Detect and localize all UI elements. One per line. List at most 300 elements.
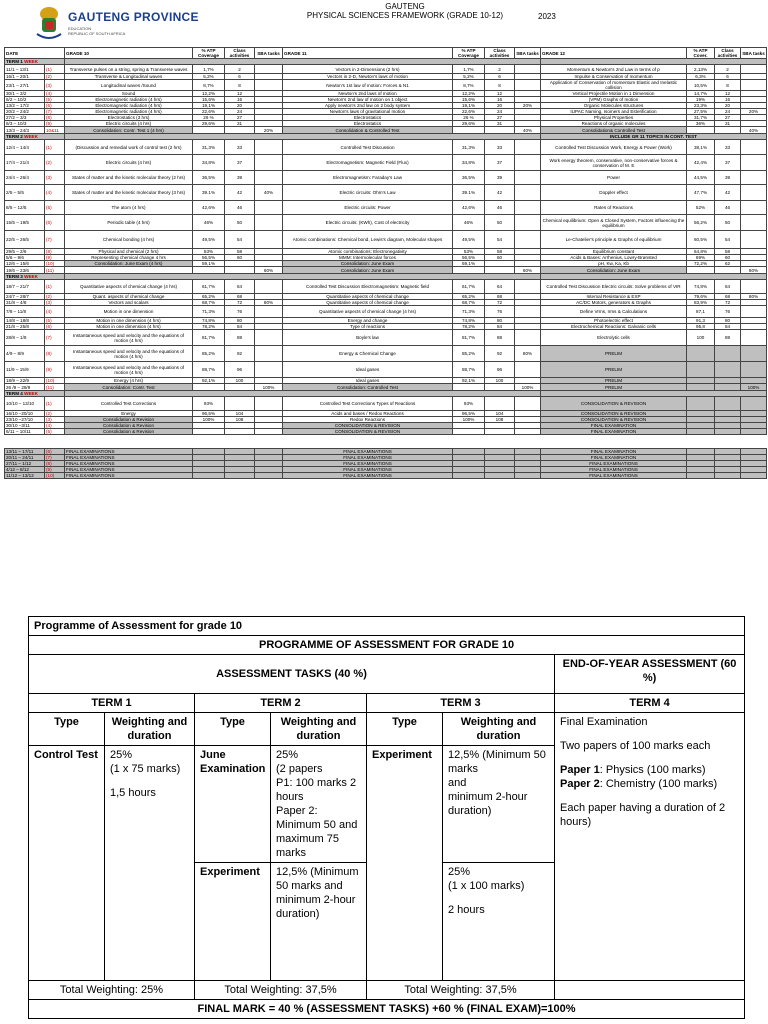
grade12-atp: 83,9% xyxy=(687,300,715,306)
term3-type: Experiment xyxy=(367,746,443,981)
grade12-class: 60 xyxy=(715,255,741,261)
col-sba: SBA tasks xyxy=(741,48,767,59)
grade10-atp: 78,2% xyxy=(193,324,225,330)
week-number: (7) xyxy=(45,109,65,115)
grade11-exam: FINAL EXAMINATIONS xyxy=(283,461,453,467)
col-grade12: GRADE 12 xyxy=(541,48,687,59)
grade11-topic: Ideal gases xyxy=(283,362,453,378)
grade11-sba xyxy=(515,65,541,74)
grade12-atp: 87,1 xyxy=(687,306,715,318)
grade10-atp: 19,1% xyxy=(193,103,225,109)
framework-table xyxy=(4,47,767,479)
grade11-topic: Newton's 2nd laws of motion xyxy=(283,91,453,97)
grade10-atp: 61,7% xyxy=(193,280,225,294)
grade11-topic: Boyle's law xyxy=(283,330,453,346)
grade10-topic: Energy xyxy=(65,411,193,417)
grade10-sba: 60% xyxy=(255,267,283,274)
framework-row xyxy=(5,231,767,249)
week-dates: 24/4 – 26/4 xyxy=(5,171,45,185)
grade12-class xyxy=(715,384,741,391)
grade10-class: 88 xyxy=(225,330,255,346)
week-dates: 13/2 – 17/2 xyxy=(5,103,45,109)
col-sba: SBA tasks xyxy=(515,48,541,59)
grade11-topic: Vectors in 2-D, Newton's laws of motion xyxy=(283,74,453,80)
grade10-exam: FINAL EXAMINATIONS xyxy=(65,449,193,455)
week-dates: 17/4 – 21/4 xyxy=(5,155,45,171)
grade10-class xyxy=(225,267,255,274)
week-dates: 11/1 – 13/1 xyxy=(5,65,45,74)
grade10-sba xyxy=(255,80,283,91)
grade11-topic: CONSOLIDATION & REVISION xyxy=(283,429,453,435)
week-dates: 31/8 – 4/8 xyxy=(5,300,45,306)
grade11-sba xyxy=(515,215,541,231)
grade12-topic: Internal Resistance & EXP xyxy=(541,294,687,300)
grade12-topic: Electrochemical Reactions: Galvanic cells xyxy=(541,324,687,330)
grade10-topic: Quantitative aspects of chemical change (4 hrs) xyxy=(65,280,193,294)
grade12-topic: Momentum & Newton's 2nd Law in terms of p xyxy=(541,65,687,74)
grade11-atp: 92,1% xyxy=(453,378,485,384)
assessment-tasks-heading: ASSESSMENT TASKS (40 %) xyxy=(29,655,555,694)
framework-row xyxy=(5,280,767,294)
grade11-atp: 96,5% xyxy=(453,411,485,417)
grade11-atp: 59,1% xyxy=(453,261,485,267)
grade12-sba: 100% xyxy=(741,384,767,391)
framework-row xyxy=(5,80,767,91)
grade11-topic: Apply newton's 2nd law on 2 body system xyxy=(283,103,453,109)
grade10-exam: FINAL EXAMINATIONS xyxy=(65,455,193,461)
grade11-topic: Controlled Test Discussion Electromagnetism: Magnetic field xyxy=(283,280,453,294)
week-dates: 23/10 –27/10 xyxy=(5,417,45,423)
grade11-atp: 100% xyxy=(453,417,485,423)
grade10-topic: Consolidation: Contr. Test xyxy=(65,384,193,391)
grade12-class: 84 xyxy=(715,324,741,330)
type-header: Type xyxy=(367,713,443,746)
grade11-class: 76 xyxy=(485,306,515,318)
grade12-sba xyxy=(741,185,767,201)
grade12-atp: 38,1% xyxy=(687,140,715,155)
grade12-class: 8 xyxy=(715,80,741,91)
grade11-topic: Newton's 1st law of motion: Forces & N1 xyxy=(283,80,453,91)
grade10-sba: 100% xyxy=(255,384,283,391)
week-number: (9) xyxy=(45,255,65,261)
col-grade10: GRADE 10 xyxy=(65,48,193,59)
grade10-atp: 81,7% xyxy=(193,330,225,346)
grade11-atp: 93% xyxy=(453,397,485,411)
grade12-atp xyxy=(687,346,715,362)
grade11-atp: 1,7% xyxy=(453,65,485,74)
week-number: (9) xyxy=(45,121,65,127)
grade10-atp: 88,7% xyxy=(193,362,225,378)
grade12-sba: 20% xyxy=(741,109,767,115)
framework-row xyxy=(5,255,767,261)
grade10-topic: Electrostatics (3 hrs) xyxy=(65,115,193,121)
grade12-atp: 60,5% xyxy=(687,231,715,249)
grade10-class: 68 xyxy=(225,294,255,300)
term4-heading: TERM 4 xyxy=(555,694,745,713)
grade12-topic: Equilibrium constant xyxy=(541,249,687,255)
grade10-class: 100 xyxy=(225,378,255,384)
grade10-atp: 85,2% xyxy=(193,346,225,362)
grade10-topic: Chemical bonding (4 hrs) xyxy=(65,231,193,249)
grade10-exam: FINAL EXAMINATIONS xyxy=(65,467,193,473)
grade11-topic: Consolidation: June Exam xyxy=(283,267,453,274)
grade10-topic: Instantaneous speed and velocity and the equations of motion (4 hrs) xyxy=(65,330,193,346)
week-number: (5) xyxy=(45,429,65,435)
week-number: (6) xyxy=(45,449,65,455)
grade10-atp: 96,5% xyxy=(193,411,225,417)
grade12-atp xyxy=(687,384,715,391)
term-label: TERM 3 WEEK xyxy=(5,274,65,280)
grade10-atp: 42,6% xyxy=(193,201,225,215)
grade12-topic: Reactions of organic molecules xyxy=(541,121,687,127)
week-dates: 13/3 – 24/3 xyxy=(5,127,45,134)
week-dates: 12/6 – 15/6 xyxy=(5,261,45,267)
week-number: (3) xyxy=(45,80,65,91)
grade10-class: 37 xyxy=(225,155,255,171)
grade11-atp: 8,7% xyxy=(453,80,485,91)
grade12-class: 62 xyxy=(715,261,741,267)
grade11-class: 64 xyxy=(485,280,515,294)
grade12-topic: Impulse & Conservation of momentum xyxy=(541,74,687,80)
grade12-sba xyxy=(741,306,767,318)
week-dates: 22/5 – 26/5 xyxy=(5,231,45,249)
grade10-topic: Quant. aspects of chemical change xyxy=(65,294,193,300)
grade10-class: 2 xyxy=(225,65,255,74)
grade11-class: 6 xyxy=(485,74,515,80)
poa-title: PROGRAMME OF ASSESSMENT FOR GRADE 10 xyxy=(29,636,745,655)
framework-header-row xyxy=(5,48,767,59)
week-dates: 21/8 – 25/8 xyxy=(5,324,45,330)
grade12-atp: 42,4% xyxy=(687,155,715,171)
grade10-atp: 68,7% xyxy=(193,300,225,306)
grade11-atp: 34,8% xyxy=(453,155,485,171)
grade10-sba xyxy=(255,362,283,378)
grade11-topic: Atomic combinations: Chemical bond, Lewis's diagram, Molecular shapes xyxy=(283,231,453,249)
grade11-atp: 5,2% xyxy=(453,74,485,80)
grade11-class: 27 xyxy=(485,115,515,121)
grade12-topic: Application of Conservation of momentum Elastic and Inelastic collision xyxy=(541,80,687,91)
term2-type: June Examination xyxy=(195,746,271,863)
grade10-atp: 39.1% xyxy=(193,185,225,201)
grade10-sba xyxy=(255,171,283,185)
week-number: (6) xyxy=(45,324,65,330)
col-atp: % ATP Coverage xyxy=(453,48,485,59)
grade11-sba: 80% xyxy=(515,346,541,362)
week-number: (3) xyxy=(45,417,65,423)
grade11-topic: Consolidation & Controlled Test xyxy=(283,127,453,134)
coat-of-arms-icon xyxy=(34,4,64,42)
grade12-atp: 36% xyxy=(687,121,715,127)
grade10-atp: 93% xyxy=(193,397,225,411)
week-dates: 26 /9 – 29/9 xyxy=(5,384,45,391)
province-name: GAUTENG PROVINCE xyxy=(68,10,199,24)
grade12-sba xyxy=(741,231,767,249)
week-number: (9) xyxy=(45,362,65,378)
grade12-class: 37 xyxy=(715,155,741,171)
grade10-topic: Longitudinal waves /Sound xyxy=(65,80,193,91)
week-dates: 29/5 – 2/6 xyxy=(5,249,45,255)
week-number: (3) xyxy=(45,171,65,185)
framework-row xyxy=(5,109,767,115)
week-dates: 7/8 – 11/8 xyxy=(5,306,45,318)
grade10-topic: Sound xyxy=(65,91,193,97)
grade12-atp xyxy=(687,397,715,411)
col-atp: % ATP Coverage xyxy=(193,48,225,59)
grade10-class: 54 xyxy=(225,231,255,249)
grade10-class: 16 xyxy=(225,97,255,103)
grade10-topic: States of matter and the kinetic molecular theory (3 hrs) xyxy=(65,185,193,201)
col-class: Class activities xyxy=(715,48,741,59)
grade12-atp: 6,3% xyxy=(687,74,715,80)
grade10-atp: 34,8% xyxy=(193,155,225,171)
grade11-topic: Newton's 2nd law of motion on 1 object xyxy=(283,97,453,103)
grade11-class: 20 xyxy=(485,103,515,109)
grade10-topic: Energy (4 hrs) xyxy=(65,378,193,384)
grade12-atp: 19% xyxy=(687,97,715,103)
grade10-class: 24 xyxy=(225,109,255,115)
grade12-topic: PRELIM xyxy=(541,384,687,391)
grade11-atp: 36,5% xyxy=(453,171,485,185)
grade10-sba xyxy=(255,280,283,294)
grade12-sba xyxy=(741,397,767,411)
week-number: (5) xyxy=(45,318,65,324)
type-header: Type xyxy=(29,713,105,746)
grade12-sba xyxy=(741,346,767,362)
grade12-class: 54 xyxy=(715,231,741,249)
grade11-atp: 12,2% xyxy=(453,91,485,97)
grade11-topic: CONSOLIDATION & REVISION xyxy=(283,423,453,429)
grade11-class xyxy=(485,473,515,479)
grade12-sba xyxy=(741,330,767,346)
grade10-atp: 92,1% xyxy=(193,378,225,384)
grade12-topic: Organic Molecules structures xyxy=(541,103,687,109)
grade12-atp: 79,6% xyxy=(687,294,715,300)
grade11-topic: Atomic combinations: Electronegativity xyxy=(283,249,453,255)
grade12-topic: Doppler effect xyxy=(541,185,687,201)
week-number: (10) xyxy=(45,261,65,267)
term3-heading: TERM 3 xyxy=(367,694,555,713)
framework-row xyxy=(5,65,767,74)
week-dates: 15/5 – 19/5 xyxy=(5,215,45,231)
week-number: (6) xyxy=(45,103,65,109)
grade10-topic: The atom (4 hrs) xyxy=(65,201,193,215)
grade11-topic: Consolidation: June Exam xyxy=(283,261,453,267)
grade12-topic: Consolidation& Controlled Test xyxy=(541,127,687,134)
grade12-topic: Physical Properties xyxy=(541,115,687,121)
grade10-class xyxy=(225,384,255,391)
grade11-sba xyxy=(515,80,541,91)
week-dates: 10/10 – 13/10 xyxy=(5,397,45,411)
grade11-sba xyxy=(515,397,541,411)
grade11-class: 88 xyxy=(485,330,515,346)
grade11-topic: Energy and change xyxy=(283,318,453,324)
framework-row xyxy=(5,267,767,274)
term3-control-test: 25% (1 x 100 marks) 2 hours xyxy=(443,863,555,981)
grade10-topic: Consolidation & Revision xyxy=(65,423,193,429)
grade10-atp xyxy=(193,267,225,274)
grade11-sba xyxy=(515,231,541,249)
grade12-class: 39 xyxy=(715,171,741,185)
grade11-topic: Newton's laws of gravitational motion xyxy=(283,109,453,115)
grade11-sba: 20% xyxy=(515,103,541,109)
grade12-topic: IUPAC Naming, Isomers and Esterification xyxy=(541,109,687,115)
week-number: (6) xyxy=(45,215,65,231)
grade10-class: 76 xyxy=(225,306,255,318)
week-number: (8) xyxy=(45,249,65,255)
grade11-sba xyxy=(515,306,541,318)
grade10-topic: Instantaneous speed and velocity and the equations of motion (4 hrs) xyxy=(65,346,193,362)
week-number: (4) xyxy=(45,91,65,97)
grade10-atp: 8,7% xyxy=(193,80,225,91)
final-mark-formula: FINAL MARK = 40 % (ASSESSMENT TASKS) +60 % (FINAL EXAM)=100% xyxy=(29,1000,745,1019)
grade12-topic: FINAL EXAMINATION xyxy=(541,429,687,435)
grade11-atp: 56,5% xyxy=(453,255,485,261)
grade11-topic: Electrostatics xyxy=(283,121,453,127)
grade11-exam: FINAL EXAMINATIONS xyxy=(283,467,453,473)
col-atp: % ATP Cover. xyxy=(687,48,715,59)
poa-caption: Programme of Assessment for grade 10 xyxy=(29,617,745,636)
grade11-class: 46 xyxy=(485,201,515,215)
grade11-atp: 61,7% xyxy=(453,280,485,294)
framework-row xyxy=(5,185,767,201)
week-dates: 23/1 – 27/1 xyxy=(5,80,45,91)
grade12-atp xyxy=(687,127,715,134)
term1-weighting: 25% (1 x 75 marks) 1,5 hours xyxy=(105,746,195,981)
week-number: (8) xyxy=(45,461,65,467)
grade10-sba: 80% xyxy=(255,300,283,306)
grade10-class: 104 xyxy=(225,411,255,417)
grade11-class: 39 xyxy=(485,171,515,185)
week-dates: 5/6 – 9/6 xyxy=(5,255,45,261)
grade12-topic: Vertical Projectile Motion in 1 Dimension xyxy=(541,91,687,97)
grade10-atp: 22,6% xyxy=(193,109,225,115)
week-dates: 13/11 – 17/11 xyxy=(5,449,45,455)
grade10-atp: 5,2% xyxy=(193,74,225,80)
grade10-topic: Motion in one dimension xyxy=(65,306,193,318)
grade12-class: 31 xyxy=(715,121,741,127)
term1-heading: TERM 1 xyxy=(29,694,195,713)
framework-row xyxy=(5,330,767,346)
week-dates: 27/11 – 1/12 xyxy=(5,461,45,467)
grade10-sba xyxy=(255,306,283,318)
grade12-topic: pH, Kw, Ka, Kb xyxy=(541,261,687,267)
week-dates: 20/2 – 24/2 xyxy=(5,109,45,115)
grade10-class: 31 xyxy=(225,121,255,127)
grade12-class xyxy=(715,473,741,479)
grade10-sba xyxy=(255,346,283,362)
week-number: (1) xyxy=(45,65,65,74)
grade10-topic: Instantaneous speed and velocity and the equations of motion (4 hrs) xyxy=(65,362,193,378)
week-dates: 27/2 – 3/3 xyxy=(5,115,45,121)
grade11-atp xyxy=(453,473,485,479)
grade12-atp: 72,2% xyxy=(687,261,715,267)
grade12-topic: Electrolytic cells xyxy=(541,330,687,346)
weighting-header: Weighting and duration xyxy=(105,713,195,746)
grade10-topic: Controlled Test Corrections xyxy=(65,397,193,411)
grade10-sba xyxy=(255,397,283,411)
grade12-class xyxy=(715,267,741,274)
framework-row xyxy=(5,397,767,411)
week-dates: 24/7 – 28/7 xyxy=(5,294,45,300)
grade11-class xyxy=(485,384,515,391)
grade11-topic: MMM: Intermolecular forces xyxy=(283,255,453,261)
grade11-class xyxy=(485,267,515,274)
grade12-atp: 74,8% xyxy=(687,280,715,294)
grade12-sba xyxy=(741,171,767,185)
grade11-atp: 74,8% xyxy=(453,318,485,324)
grade12-class: 72 xyxy=(715,300,741,306)
grade11-sba xyxy=(515,155,541,171)
grade12-class xyxy=(715,397,741,411)
grade10-class: 72 xyxy=(225,300,255,306)
grade11-atp: 88,7% xyxy=(453,362,485,378)
grade12-sba xyxy=(741,201,767,215)
week-number: (2) xyxy=(45,411,65,417)
grade12-class: 80 xyxy=(715,318,741,324)
week-dates: 4/9 – 8/9 xyxy=(5,346,45,362)
grade12-topic: Power xyxy=(541,171,687,185)
grade11-topic: Acids and bases / Redox Reactions xyxy=(283,411,453,417)
grade12-sba xyxy=(741,215,767,231)
grade11-topic: Ideal gases xyxy=(283,378,453,384)
grade10-atp xyxy=(193,473,225,479)
weighting-header: Weighting and duration xyxy=(443,713,555,746)
grade11-class xyxy=(485,397,515,411)
grade10-topic: Motion in one dimension (4 hrs) xyxy=(65,318,193,324)
grade11-atp: 68,7% xyxy=(453,300,485,306)
grade10-sba xyxy=(255,65,283,74)
grade12-atp: 10,5% xyxy=(687,80,715,91)
grade12-exam: FINAL EXAMINATIONS xyxy=(541,473,687,479)
grade11-class: 68 xyxy=(485,294,515,300)
term1-type: Control Test xyxy=(29,746,105,981)
grade10-atp: 59,1% xyxy=(193,261,225,267)
grade10-topic: Representing chemical change 4 hrs xyxy=(65,255,193,261)
grade10-sba xyxy=(255,473,283,479)
grade10-sba: 20% xyxy=(255,127,283,134)
grade12-atp: 31,7% xyxy=(687,115,715,121)
grade11-class: 8 xyxy=(485,80,515,91)
grade10-class xyxy=(225,127,255,134)
grade10-class: 96 xyxy=(225,362,255,378)
grade11-sba xyxy=(515,330,541,346)
grade12-topic: AC/DC Motors, generators & Graphs xyxy=(541,300,687,306)
grade12-atp: 91,3 xyxy=(687,318,715,324)
framework-row xyxy=(5,346,767,362)
week-number: (2) xyxy=(45,74,65,80)
grade11-atp: 26 % xyxy=(453,115,485,121)
grade12-class: 2 xyxy=(715,65,741,74)
grade12-class: 64 xyxy=(715,280,741,294)
grade11-sba: 60% xyxy=(515,267,541,274)
grade10-class: 84 xyxy=(225,324,255,330)
grade10-topic: Consolidation & Revision xyxy=(65,429,193,435)
grade12-topic: PRELIM xyxy=(541,362,687,378)
grade10-topic: Electromagnetic radiation (4 hrs) xyxy=(65,109,193,115)
grade10-atp: 74,8% xyxy=(193,318,225,324)
grade12-exam: FINAL EXAMINATIONS xyxy=(541,467,687,473)
grade11-class: 58 xyxy=(485,249,515,255)
grade10-atp xyxy=(193,384,225,391)
grade10-topic: Transverse & Longitudinal waves xyxy=(65,74,193,80)
week-number: (1) xyxy=(45,140,65,155)
grade12-sba: 80% xyxy=(741,294,767,300)
week-number: (5) xyxy=(45,97,65,103)
framework-row xyxy=(5,201,767,215)
grade10-atp: 12,2% xyxy=(193,91,225,97)
grade11-class: 96 xyxy=(485,362,515,378)
grade12-topic: Consolidation: June Exam xyxy=(541,267,687,274)
